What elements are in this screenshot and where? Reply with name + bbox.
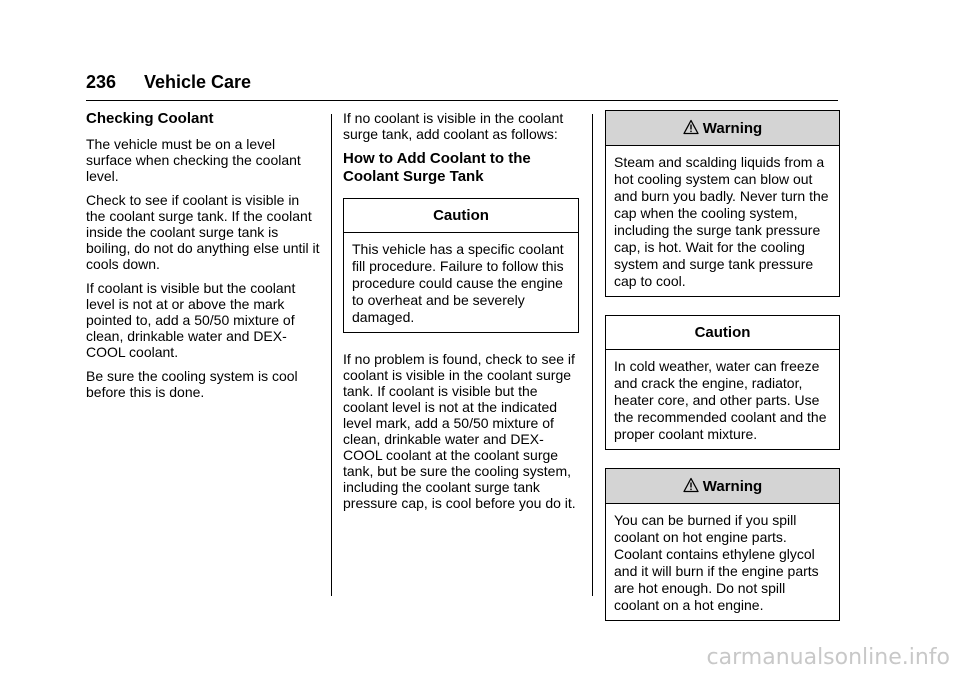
caution-box <box>343 198 579 333</box>
column-divider-left <box>331 114 332 596</box>
caution-text: This vehicle has a specific coolant fill procedure. Failure to follow this procedure could cause the engine to overheat and be severely damaged. <box>352 241 564 325</box>
warning-icon <box>683 477 699 493</box>
watermark: carmanualsonline.info <box>706 645 950 670</box>
intro-paragraph: If no coolant is visible in the coolant surge tank, add coolant as follows: <box>343 110 564 142</box>
paragraph: If coolant is visible but the coolant level is not at or above the mark pointed to, add a 50/50 mixture of clean, drinkable water and DEX-COOL coolant. <box>86 280 296 360</box>
warning-box <box>605 110 840 297</box>
section-title: Vehicle Care <box>144 72 252 92</box>
paragraph: Be sure the cooling system is cool before this is done. <box>86 368 298 400</box>
checking-coolant-heading: Checking Coolant <box>86 110 214 127</box>
warning-text: Steam and scalding liquids from a hot cooling system can blow out and burn you badly. Never turn the cap when the cooling system, including the surge tank pressure cap, is hot. Wait for the cooling system and surge tank pressure cap to cool. <box>614 154 829 289</box>
warning-title: Warning <box>702 478 763 495</box>
warning-box <box>605 468 840 621</box>
column-right <box>605 110 840 639</box>
warning-header <box>606 469 839 504</box>
paragraph: If no problem is found, check to see if coolant is visible in the coolant surge tank. If coolant is visible but the coolant level is not at the indicated level mark, add a 50/50 mixture of clean, drinkable water and DEX-COOL coolant at the coolant surge tank, but be sure the cooling system, including the coolant surge tank pressure cap, is cool before you do it. <box>343 351 576 511</box>
paragraph: The vehicle must be on a level surface when checking the coolant level. <box>86 136 301 184</box>
caution-title: Caution <box>606 316 839 350</box>
caution-box <box>605 315 840 450</box>
warning-text: You can be burned if you spill coolant on hot engine parts. Coolant contains ethylene glycol and it will burn if the engine parts are hot enough. Do not spill coolant on a hot engine. <box>614 512 819 613</box>
page-number: 236 <box>86 72 117 92</box>
page-header <box>86 70 838 101</box>
column-middle <box>343 110 579 519</box>
warning-title: Warning <box>702 120 763 137</box>
column-divider-right <box>592 114 593 596</box>
caution-title: Caution <box>344 199 578 233</box>
caution-text: In cold weather, water can freeze and crack the engine, radiator, heater core, and other parts. Use the recommended coolant and the proper coolant mixture. <box>614 358 827 442</box>
warning-header <box>606 111 839 146</box>
warning-icon <box>683 119 699 135</box>
column-left <box>86 110 322 408</box>
add-coolant-subheading: How to Add Coolant to the Coolant Surge Tank <box>343 150 531 185</box>
paragraph: Check to see if coolant is visible in the coolant surge tank. If the coolant inside the coolant surge tank is boiling, do not do anything else until it cools down. <box>86 192 320 272</box>
